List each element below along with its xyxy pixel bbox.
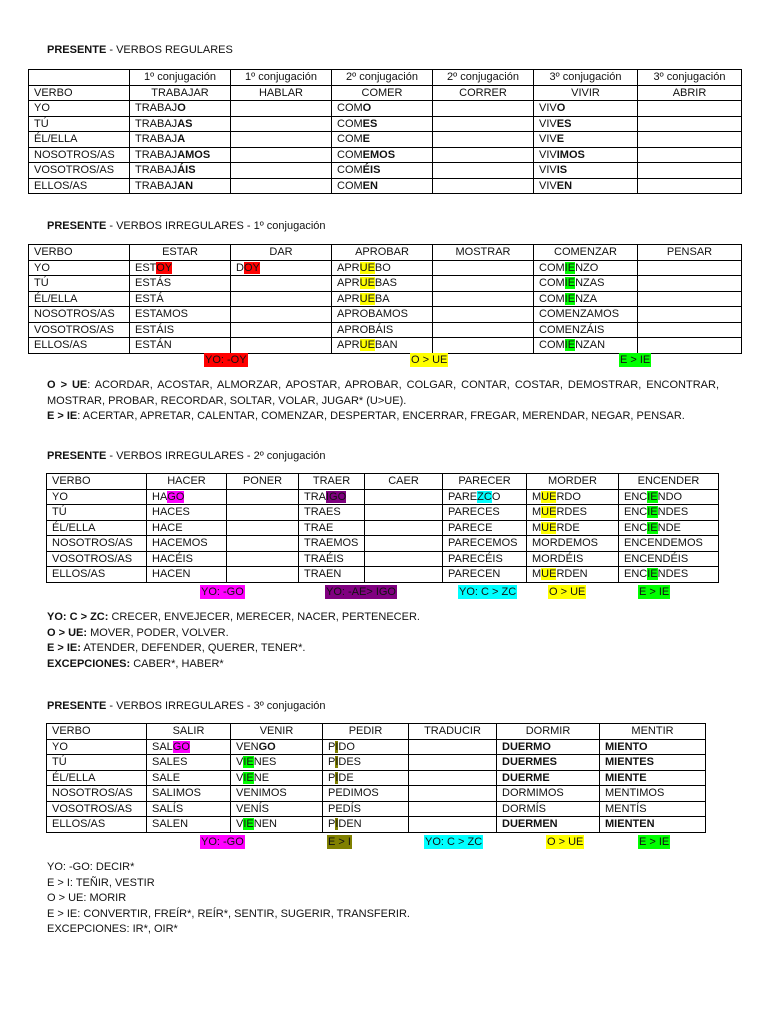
legend-e-ie: E > IE — [639, 586, 670, 598]
note-line: YO: -GO: DECIR* — [47, 861, 135, 873]
table-irregulares-2 — [46, 473, 719, 583]
legend-o-ue: O > UE — [549, 586, 586, 598]
table-verb-row: VERBO TRABAJAR HABLAR COMER CORRER VIVIR ABRIR — [29, 85, 742, 101]
note-o-ue: O > UE: ACORDAR, ACOSTAR, ALMORZAR, APOSTAR, APROBAR, COLGAR, CONTAR, COSTAR, DEMOSTRAR, ENCONTRAR, MOSTRAR, PROBAR, RECORDAR, SOLTAR, VOLAR, JUGAR* (U>UE). — [47, 379, 720, 407]
legend-e-ie: E > IE — [639, 836, 670, 848]
notes-irregulares-3 — [47, 860, 410, 938]
table-header-row: 1º conjugación 1º conjugación 2º conjugación 2º conjugación 3º conjugación 3º conjugación — [29, 70, 742, 86]
legend-yo-go: YO: -GO — [201, 586, 244, 598]
section-title-irregulares-1: PRESENTE - VERBOS IRREGULARES - 1º conjugación — [47, 220, 326, 232]
table-row: YO ESTOY DOY APRUEBO COMIENZO — [29, 260, 742, 276]
table-row: TÚ SALES VIENES PIDES DUERMES MIENTES — [47, 755, 706, 771]
note-line: EXCEPCIONES: CABER*, HABER* — [47, 657, 224, 670]
legend-yo-ae-igo: YO: -AE> IGO — [326, 586, 396, 598]
table-row: NOSOTROS/AS SALIMOS VENIMOS PEDIMOS DORMIMOS MENTIMOS — [47, 786, 706, 802]
legend-yo-c-zc: YO: C > ZC — [425, 836, 483, 848]
legend-irregulares-1 — [0, 353, 768, 367]
note-line: E > IE: ATENDER, DEFENDER, QUERER, TENER*. — [47, 642, 306, 654]
table-regulares — [28, 69, 742, 194]
section-title-regulares: PRESENTE - VERBOS REGULARES — [47, 44, 233, 56]
table-row: YO SALGO VENGO PIDO DUERMO MIENTO — [47, 739, 706, 755]
note-line: O > UE: MOVER, PODER, VOLVER. — [47, 626, 229, 639]
table-row: VOSOTROS/AS ESTÁIS APROBÁIS COMENZÁIS — [29, 322, 742, 338]
table-row: NOSOTROS/AS TRABAJAMOS COMEMOS VIVIMOS — [29, 147, 742, 163]
table-header-row: VERBO SALIR VENIR PEDIR TRADUCIR DORMIR MENTIR — [47, 724, 706, 740]
legend-yo-c-zc: YO: C > ZC — [459, 586, 517, 598]
section-title-irregulares-2: PRESENTE - VERBOS IRREGULARES - 2º conjugación — [47, 450, 326, 462]
notes-irregulares-1 — [47, 378, 719, 425]
table-row: ÉL/ELLA SALE VIENE PIDE DUERME MIENTE — [47, 770, 706, 786]
table-row: NOSOTROS/AS ESTAMOS APROBAMOS COMENZAMOS — [29, 307, 742, 323]
table-row: TÚ HACES TRAES PARECES MUERDES ENCIENDES — [47, 505, 719, 521]
table-row: ELLOS/AS TRABAJAN COMEN VIVEN — [29, 178, 742, 194]
legend-o-ue: O > UE — [411, 354, 448, 366]
table-row: ELLOS/AS SALEN VIENEN PIDEN DUERMEN MIENTEN — [47, 817, 706, 833]
notes-irregulares-2 — [47, 610, 420, 672]
table-row: VOSOTROS/AS SALÍS VENÍS PEDÍS DORMÍS MENTÍS — [47, 801, 706, 817]
note-line: E > I: TEÑIR, VESTIR — [47, 876, 155, 889]
table-row: ÉL/ELLA HACE TRAE PARECE MUERDE ENCIENDE — [47, 520, 719, 536]
note-line: E > IE: CONVERTIR, FREÍR*, REÍR*, SENTIR, SUGERIR, TRANSFERIR. — [47, 907, 410, 920]
table-irregulares-1 — [28, 244, 742, 354]
table-row: YO TRABAJO COMO VIVO — [29, 101, 742, 117]
legend-yo-oy: YO: -OY — [205, 354, 247, 366]
table-row: ÉL/ELLA TRABAJA COME VIVE — [29, 132, 742, 148]
legend-e-i: E > I — [328, 836, 351, 848]
table-header-row: VERBO ESTAR DAR APROBAR MOSTRAR COMENZAR PENSAR — [29, 245, 742, 261]
table-row: TÚ TRABAJAS COMES VIVES — [29, 116, 742, 132]
legend-o-ue: O > UE — [547, 836, 584, 848]
table-row: TÚ ESTÁS APRUEBAS COMIENZAS — [29, 276, 742, 292]
table-row: ELLOS/AS ESTÁN APRUEBAN COMIENZAN — [29, 338, 742, 354]
legend-yo-go: YO: -GO — [201, 836, 244, 848]
note-e-ie: E > IE: ACERTAR, APRETAR, CALENTAR, COMENZAR, DESPERTAR, ENCERRAR, FREGAR, MERENDAR, NEGAR, PENSAR. — [47, 410, 685, 422]
note-line: O > UE: MORIR — [47, 892, 127, 904]
legend-irregulares-3 — [0, 835, 768, 849]
table-row: VOSOTROS/AS HACÉIS TRAÉIS PARECÉIS MORDÉIS ENCENDÉIS — [47, 551, 719, 567]
table-header-row: VERBO HACER PONER TRAER CAER PARECER MORDER ENCENDER — [47, 474, 719, 490]
table-row: VOSOTROS/AS TRABAJÁIS COMÉIS VIVIS — [29, 163, 742, 179]
legend-e-ie: E > IE — [620, 354, 651, 366]
note-line: EXCEPCIONES: IR*, OIR* — [47, 923, 178, 935]
section-title-irregulares-3: PRESENTE - VERBOS IRREGULARES - 3º conjugación — [47, 700, 326, 712]
legend-irregulares-2 — [0, 585, 768, 599]
table-row: YO HAGO TRAIGO PAREZCO MUERDO ENCIENDO — [47, 489, 719, 505]
note-line: YO: C > ZC: CRECER, ENVEJECER, MERECER, NACER, PERTENECER. — [47, 611, 420, 623]
table-irregulares-3 — [46, 723, 706, 833]
table-row: ELLOS/AS HACEN TRAEN PARECEN MUERDEN ENCIENDES — [47, 567, 719, 583]
table-row: NOSOTROS/AS HACEMOS TRAEMOS PARECEMOS MORDEMOS ENCENDEMOS — [47, 536, 719, 552]
table-row: ÉL/ELLA ESTÁ APRUEBA COMIENZA — [29, 291, 742, 307]
